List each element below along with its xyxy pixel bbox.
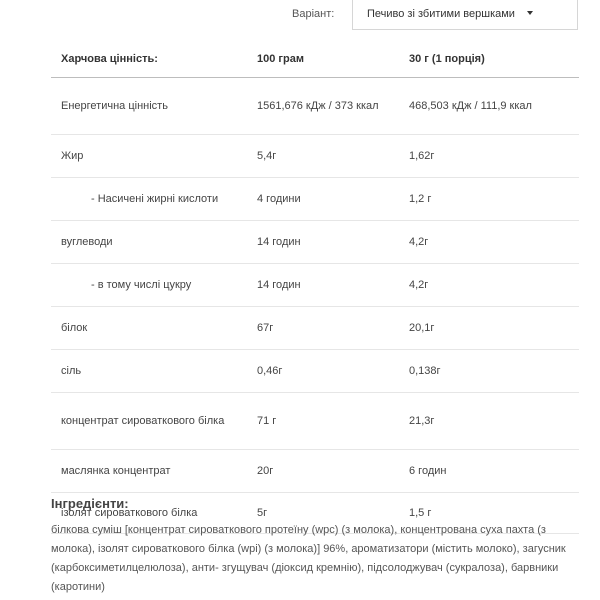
nutrient-name: Жир: [51, 135, 247, 178]
ingredients-section: [51, 496, 571, 597]
nutrient-name: - в тому числі цукру: [51, 264, 247, 307]
variant-selected-value: Печиво зі збитими вершками: [367, 8, 515, 20]
value-per-serving: 1,2 г: [399, 178, 579, 221]
table-row: [51, 221, 579, 264]
variant-dropdown[interactable]: [352, 0, 578, 30]
value-per-serving: 468,503 кДж / 111,9 ккал: [399, 78, 579, 135]
header-per-100g: 100 грам: [247, 40, 399, 78]
table-row: [51, 178, 579, 221]
value-per-100g: 4 години: [247, 178, 399, 221]
value-per-serving: 1,5 г: [399, 493, 579, 534]
value-per-serving: 1,62г: [399, 135, 579, 178]
chevron-down-icon: [527, 11, 533, 15]
table-row: [51, 264, 579, 307]
header-nutrition: Харчова цінність:: [51, 40, 247, 78]
value-per-100g: 71 г: [247, 393, 399, 450]
nutrient-name: маслянка концентрат: [51, 450, 247, 493]
header-per-serving: 30 г (1 порція): [399, 40, 579, 78]
nutrient-name: - Насичені жирні кислоти: [51, 178, 247, 221]
ingredients-title: Інгредієнти:: [51, 496, 129, 511]
nutrient-name: вуглеводи: [51, 221, 247, 264]
table-row: [51, 450, 579, 493]
value-per-100g: 0,46г: [247, 350, 399, 393]
value-per-serving: 0,138г: [399, 350, 579, 393]
nutrient-name: білок: [51, 307, 247, 350]
value-per-100g: 67г: [247, 307, 399, 350]
nutrient-name: ізолят сироваткового білка: [51, 493, 247, 534]
variant-label: Варіант:: [292, 8, 335, 20]
value-per-serving: 6 годин: [399, 450, 579, 493]
value-per-100g: 5г: [247, 493, 399, 534]
nutrient-name: концентрат сироваткового білка: [51, 393, 247, 450]
table-row: [51, 393, 579, 450]
value-per-100g: 5,4г: [247, 135, 399, 178]
value-per-100g: 20г: [247, 450, 399, 493]
value-per-serving: 4,2г: [399, 221, 579, 264]
nutrient-name: Енергетична цінність: [51, 78, 247, 135]
nutrient-name: сіль: [51, 350, 247, 393]
nutrition-table: [51, 40, 579, 534]
nutrition-header-row: [51, 40, 579, 78]
value-per-serving: 4,2г: [399, 264, 579, 307]
value-per-serving: 21,3г: [399, 393, 579, 450]
table-row: [51, 307, 579, 350]
table-row: [51, 350, 579, 393]
value-per-100g: 14 годин: [247, 221, 399, 264]
value-per-100g: 1561,676 кДж / 373 ккал: [247, 78, 399, 135]
value-per-serving: 20,1г: [399, 307, 579, 350]
table-row: [51, 78, 579, 135]
variant-row: [0, 0, 600, 36]
value-per-100g: 14 годин: [247, 264, 399, 307]
table-row: [51, 135, 579, 178]
ingredients-text: білкова суміш [концентрат сироваткового протеїну (wpc) (з молока), концентрована суха пахта (з молока), ізолят сироваткового білка (wpi) (з молока)] 96%, ароматизатори (містить молоко), загусник (карбоксиметилцелюлоза), анти- згущувач (діоксид кремнію), підсолоджувач (сукралоза), барвники (каротини): [51, 524, 566, 593]
